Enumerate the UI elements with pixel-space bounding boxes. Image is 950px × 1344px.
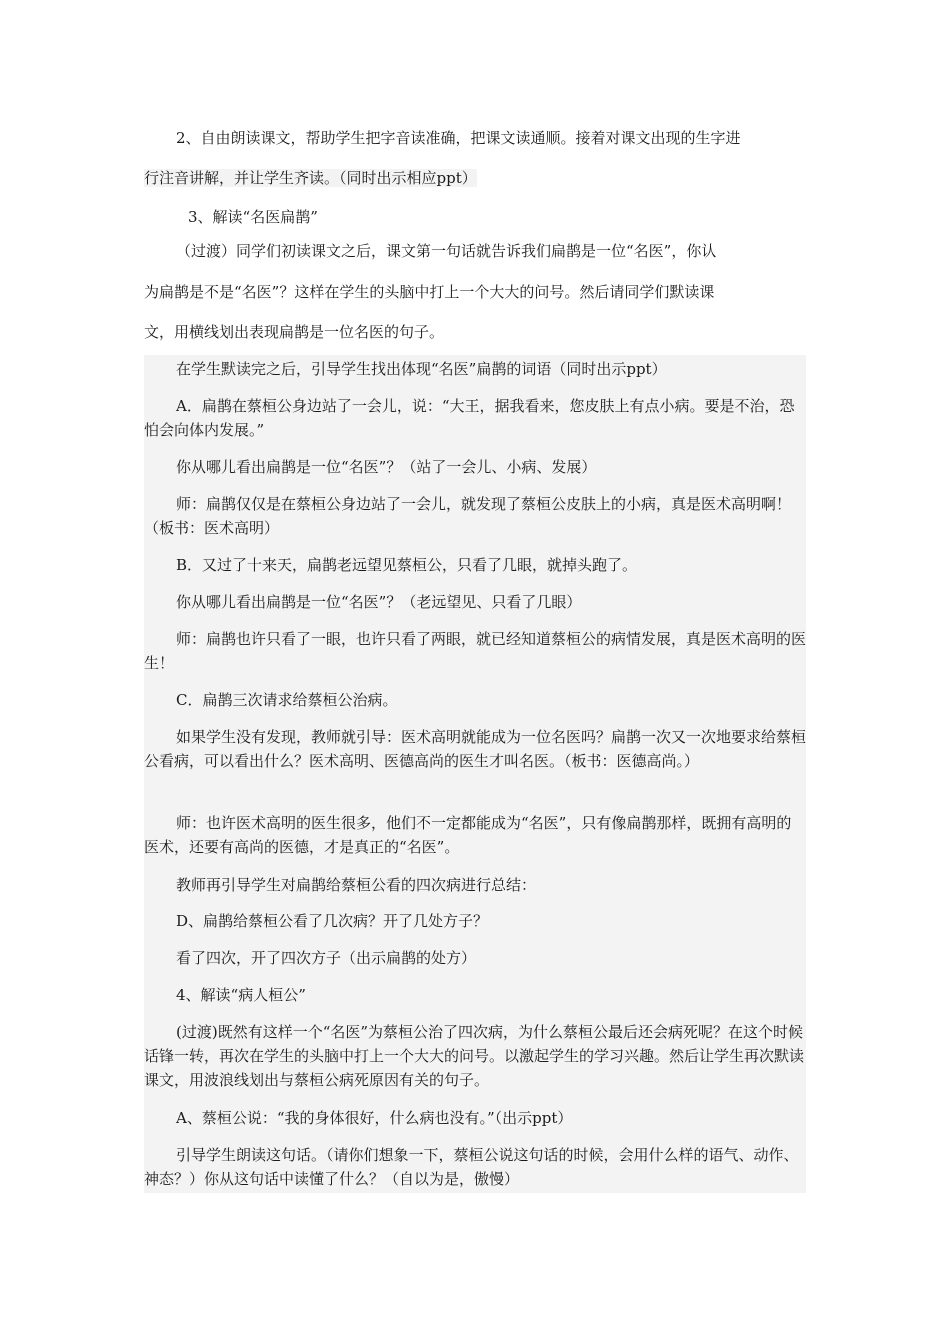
paragraph-3-line-3: 文，用横线划出表现扁鹊是一位名医的句子。 bbox=[144, 323, 445, 341]
answer-d: 看了四次，开了四次方子（出示扁鹊的处方） bbox=[176, 949, 477, 967]
example-a: A．扁鹊在蔡桓公身边站了一会儿，说：“大王，据我看来，您皮肤上有点小病。要是不治，恐怕会向体内发展。” bbox=[144, 397, 795, 439]
final-paragraph: 引导学生朗读这句话。（请你们想象一下，蔡桓公说这句话的时候，会用什么样的语气、动作、神态？）你从这句话中读懂了什么？（自以为是，傲慢） bbox=[144, 1146, 799, 1188]
teacher-remark-3: 师：也许医术高明的医生很多，他们不一定都能成为“名医”，只有像扁鹊那样，既拥有高明的医术，还要有高尚的医德，才是真正的“名医”。 bbox=[144, 814, 792, 856]
heading-4: 4、解读“病人桓公” bbox=[176, 986, 306, 1004]
question-1: 你从哪儿看出扁鹊是一位“名医”？（站了一会儿、小病、发展） bbox=[176, 458, 597, 476]
paragraph-4: (过渡)既然有这样一个“名医”为蔡桓公治了四次病，为什么蔡桓公最后还会病死呢？在这个时候话锋一转，再次在学生的头脑中打上一个大大的问号。以激起学生的学习兴趣。然后让学生再次默读课文，用波浪线划出与蔡桓公病死原因有关的句子。 bbox=[144, 1023, 805, 1089]
guide-paragraph: 如果学生没有发现，教师就引导：医术高明就能成为一位名医吗？扁鹊一次又一次地要求给蔡桓公看病，可以看出什么？医术高明、医德高尚的医生才叫名医。（板书：医德高尚。） bbox=[144, 728, 807, 770]
summary-intro: 教师再引导学生对扁鹊给蔡桓公看的四次病进行总结： bbox=[176, 876, 537, 894]
teacher-remark-1: 师：扁鹊仅仅是在蔡桓公身边站了一会儿，就发现了蔡桓公皮肤上的小病，真是医术高明啊！（板书：医术高明） bbox=[144, 495, 792, 537]
example-a2: A、蔡桓公说：“我的身体很好，什么病也没有。”（出示ppt） bbox=[176, 1109, 573, 1127]
example-c: C．扁鹊三次请求给蔡桓公治病。 bbox=[176, 691, 398, 709]
paragraph-2-line-1: 2、自由朗读课文，帮助学生把字音读准确，把课文读通顺。接着对课文出现的生字进 bbox=[176, 129, 741, 147]
paragraph-3-line-2: 为扁鹊是不是“名医”？这样在学生的头脑中打上一个大大的问号。然后请同学们默读课 bbox=[144, 283, 715, 301]
paragraph-3-line-1: （过渡）同学们初读课文之后，课文第一句话就告诉我们扁鹊是一位“名医”，你认 bbox=[176, 242, 717, 260]
heading-3: 3、解读“名医扁鹊” bbox=[188, 208, 318, 226]
example-b: B．又过了十来天，扁鹊老远望见蔡桓公，只看了几眼，就掉头跑了。 bbox=[176, 556, 638, 574]
intro-paragraph: 在学生默读完之后，引导学生找出体现“名医”扁鹊的词语（同时出示ppt） bbox=[176, 360, 667, 378]
question-d: D、扁鹊给蔡桓公看了几次病？开了几处方子？ bbox=[176, 912, 489, 930]
question-2: 你从哪儿看出扁鹊是一位“名医”？（老远望见、只看了几眼） bbox=[176, 593, 582, 611]
teacher-remark-2: 师：扁鹊也许只看了一眼，也许只看了两眼，就已经知道蔡桓公的病情发展，真是医术高明的医生！ bbox=[144, 630, 807, 672]
paragraph-2-line-2-text: 行注音讲解，并让学生齐读。（同时出示相应ppt） bbox=[144, 169, 477, 187]
paragraph-2-line-2 bbox=[144, 159, 806, 197]
